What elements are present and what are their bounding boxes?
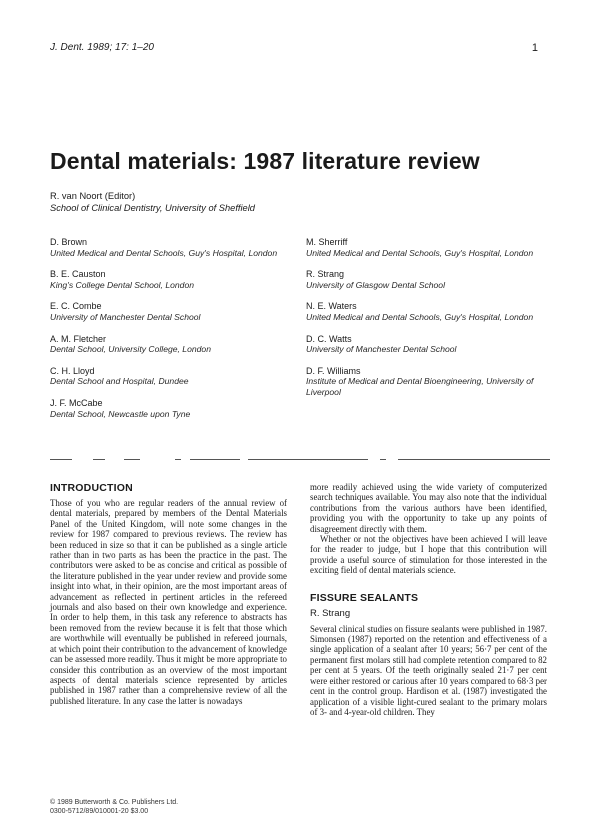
author-entry (306, 301, 546, 322)
author-entry (50, 398, 278, 419)
author-name: N. E. Waters (306, 301, 357, 312)
author-name: E. C. Combe (50, 301, 102, 312)
author-entry (50, 269, 278, 290)
article-title: Dental materials: 1987 literature review (50, 148, 480, 174)
author-list-left (50, 237, 278, 430)
author-name: J. F. McCabe (50, 397, 103, 408)
page-number: 1 (531, 42, 538, 54)
author-entry (306, 334, 546, 355)
author-name: D. F. Williams (306, 365, 361, 376)
author-affiliation: University of Manchester Dental School (50, 311, 201, 322)
author-affiliation: University of Glasgow Dental School (306, 279, 445, 290)
author-name: M. Sherriff (306, 237, 348, 247)
editor-name: R. van Noort (Editor) (50, 191, 136, 201)
author-affiliation: Dental School, University College, London (50, 344, 211, 355)
author-name: A. M. Fletcher (50, 333, 107, 344)
author-entry (306, 269, 546, 290)
author-affiliation: United Medical and Dental Schools, Guy's Hospital, London (50, 247, 278, 258)
introduction-continuation: more readily achieved using the wide variety of computerized search techniques available. You may also note that the individual contributions from the various authors have been identified, providing you with the opportunity to take up any points of disagreement directly with them. (310, 482, 547, 534)
author-affiliation: Dental School and Hospital, Dundee (50, 376, 189, 387)
journal-reference: J. Dent. 1989; 17: 1–20 (50, 42, 154, 53)
author-entry (50, 334, 278, 355)
left-column (50, 482, 287, 706)
author-name: D. Brown (50, 237, 88, 247)
author-affiliation: University of Manchester Dental School (306, 344, 457, 355)
fissure-sealants-paragraph: Several clinical studies on fissure sealants were published in 1987. Simonsen (1987) reported on the retention and effectiveness of a single application of a sealant after 10 years; 56·7 per cent of the permanent first molars still had complete retention compared to 82 per cent at 5 years. Of the teeth originally sealed 21·7 per cent were either restored or carious after 10 years compared to 68·3 per cent in the control group. Hardison et al. (1987) investigated the application of a visible light-cured sealant to the primary molars of 3- and 4-year-old children. They (310, 623, 547, 717)
author-name: C. H. Lloyd (50, 365, 95, 376)
author-affiliation: King's College Dental School, London (50, 279, 195, 290)
author-name: D. C. Watts (306, 333, 352, 344)
author-name: R. Strang (306, 269, 345, 280)
author-entry (50, 366, 278, 387)
author-entry (306, 237, 546, 258)
footer (50, 798, 178, 816)
author-entry (50, 301, 278, 322)
author-affiliation: Institute of Medical and Dental Bioengineering, University of Liverpool (306, 376, 534, 397)
author-list-right (306, 237, 546, 409)
section-divider (50, 459, 550, 460)
author-affiliation: Dental School, Newcastle upon Tyne (50, 408, 191, 419)
editor-affiliation: School of Clinical Dentistry, University of Sheffield (50, 203, 255, 213)
article-code: 0300-5712/89/010001-20 $3.00 (50, 808, 149, 815)
editor-block (50, 190, 255, 214)
author-entry (50, 237, 278, 258)
author-name: B. E. Causton (50, 269, 106, 280)
section-author: R. Strang (310, 607, 351, 619)
author-affiliation: United Medical and Dental Schools, Guy's Hospital, London (306, 247, 534, 258)
author-entry (306, 366, 546, 398)
fissure-sealants-heading: FISSURE SEALANTS (310, 591, 419, 604)
right-column (310, 482, 547, 717)
introduction-paragraph-2: Whether or not the objectives have been achieved I will leave for the reader to judge, but I hope that this contribution will provide a useful source of stimulation for those interested in the exciting field of dental materials science. (310, 534, 547, 576)
introduction-paragraph: Those of you who are regular readers of the annual review of dental materials, prepared by members of the Dental Materials Panel of the United Kingdom, will note some changes in the review for 1987 compared to previous reviews. The review has been reduced in size so that it can be published as a single article rather than in two parts as has been the practice in the past. The contributors were asked to be as concise and critical as possible of the literature published in the year under review and provide some insight into what, in their opinion, are the most important areas of advancement as reflected in pertinent articles in the refereed journals and also based on their own knowledge and experience. In order to help them, in this task any reference to abstracts has been removed from the review because it is felt that those which are worthwhile will eventually be published in refereed journals, at which point their contribution to the advancement of knowledge can be assessed more readily. Thus it might be more appropriate to consider this contribution as an overview of the most important aspects of dental materials science represented by articles published in 1987 rather than a comprehensive review of all the published literature. In any case the latter is nowadays (50, 498, 287, 706)
author-affiliation: United Medical and Dental Schools, Guy's Hospital, London (306, 311, 534, 322)
introduction-heading: INTRODUCTION (50, 482, 133, 494)
copyright-line: © 1989 Butterworth & Co. Publishers Ltd. (50, 799, 179, 806)
